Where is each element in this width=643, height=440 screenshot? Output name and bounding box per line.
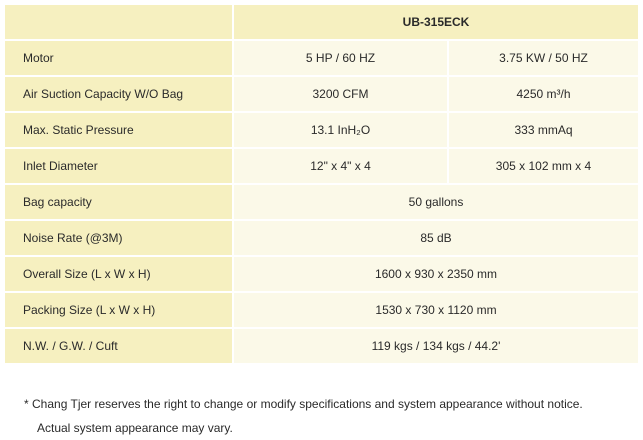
header-label-cell — [5, 5, 232, 39]
value-noise-rate: 85 dB — [234, 221, 638, 255]
value-motor-imperial: 5 HP / 60 HZ — [234, 41, 447, 75]
value-air-suction-metric: 4250 m³/h — [449, 77, 638, 111]
table-row — [5, 113, 638, 147]
value-inlet-diameter-imperial: 12" x 4" x 4 — [234, 149, 447, 183]
table-row — [5, 221, 638, 255]
value-motor-metric: 3.75 KW / 50 HZ — [449, 41, 638, 75]
row-label-noise-rate: Noise Rate (@3M) — [5, 221, 232, 255]
row-label-static-pressure: Max. Static Pressure — [5, 113, 232, 147]
row-label-packing-size: Packing Size (L x W x H) — [5, 293, 232, 327]
table-row — [5, 329, 638, 363]
table-row — [5, 185, 638, 219]
row-label-weight: N.W. / G.W. / Cuft — [5, 329, 232, 363]
table-row — [5, 77, 638, 111]
value-air-suction-imperial: 3200 CFM — [234, 77, 447, 111]
value-overall-size: 1600 x 930 x 2350 mm — [234, 257, 638, 291]
table-row — [5, 149, 638, 183]
value-inlet-diameter-metric: 305 x 102 mm x 4 — [449, 149, 638, 183]
footnote — [24, 392, 583, 440]
value-static-pressure-metric: 333 mmAq — [449, 113, 638, 147]
row-label-inlet-diameter: Inlet Diameter — [5, 149, 232, 183]
row-label-bag-capacity: Bag capacity — [5, 185, 232, 219]
value-weight: 119 kgs / 134 kgs / 44.2' — [234, 329, 638, 363]
footnote-appearance-note: Actual system appearance may vary. — [37, 421, 233, 435]
model-name: UB-315ECK — [234, 5, 638, 39]
table-row — [5, 41, 638, 75]
value-packing-size: 1530 x 730 x 1120 mm — [234, 293, 638, 327]
value-static-pressure-imperial: 13.1 InH₂O — [234, 113, 447, 147]
table-row — [5, 293, 638, 327]
row-label-motor: Motor — [5, 41, 232, 75]
row-label-overall-size: Overall Size (L x W x H) — [5, 257, 232, 291]
value-bag-capacity: 50 gallons — [234, 185, 638, 219]
spec-table — [3, 3, 640, 365]
table-header-row — [5, 5, 638, 39]
footnote-disclaimer: * Chang Tjer reserves the right to change or modify specifications and system appearance without notice. — [24, 397, 583, 411]
table-row — [5, 257, 638, 291]
spec-table-body — [5, 5, 638, 363]
row-label-air-suction: Air Suction Capacity W/O Bag — [5, 77, 232, 111]
